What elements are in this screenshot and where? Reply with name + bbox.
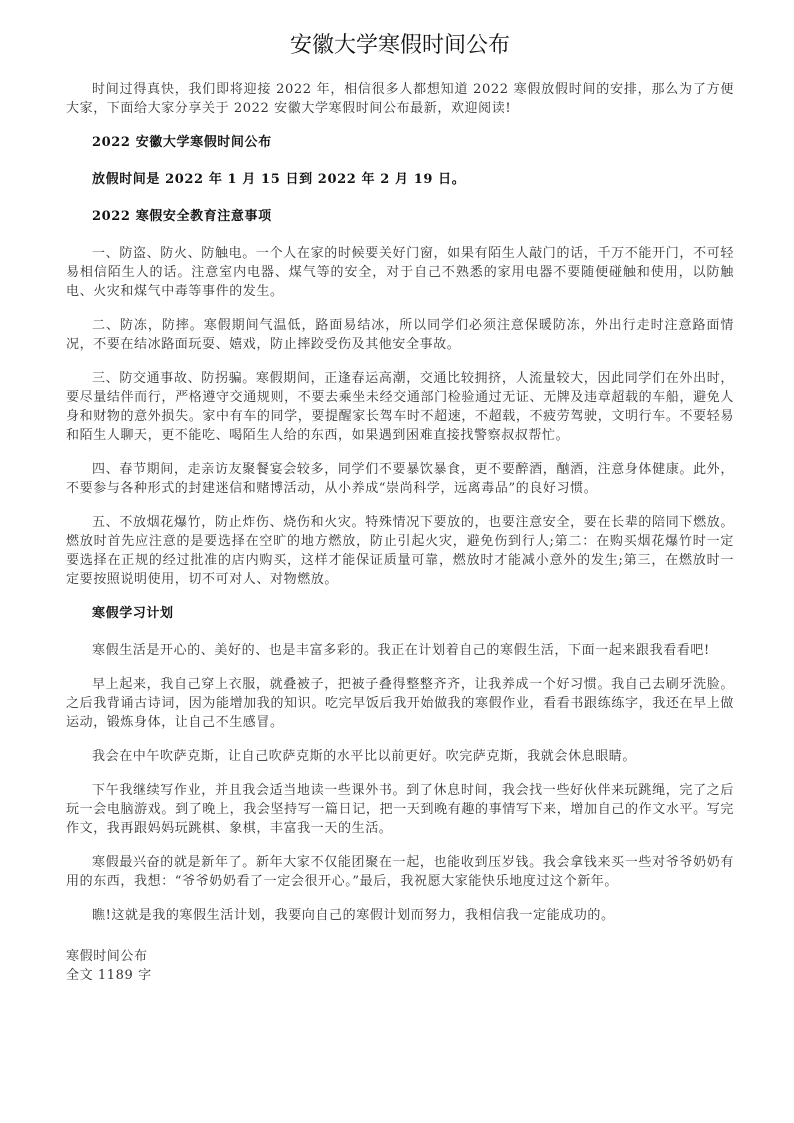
word-count: 全文 1189 字 — [66, 968, 152, 983]
safety-paragraph: 四、春节期间，走亲访友聚餐宴会较多，同学们不要暴饮暴食，更不要醉酒，酗酒，注意身体健康。此外，不要参与各种形式的封建迷信和赌博活动，从小养成“崇尚科学，远离毒品”的良好习惯。 — [66, 462, 734, 496]
section-heading-safety: 2022 寒假安全教育注意事项 — [92, 209, 272, 224]
document-page — [66, 30, 734, 985]
footer-tag: 寒假时间公布 — [66, 949, 148, 964]
section-heading-plan: 寒假学习计划 — [92, 606, 174, 621]
plan-paragraph: 寒假生活是开心的、美好的、也是丰富多彩的。我正在计划着自己的寒假生活，下面一起来跟我看看吧! — [92, 643, 710, 658]
plan-paragraph: 寒假最兴奋的就是新年了。新年大家不仅能团聚在一起，也能收到压岁钱。我会拿钱来买一些对爷爷奶奶有用的东西，我想：“爷爷奶奶看了一定会很开心。”最后，我祝愿大家能快乐地度过这个新年。 — [66, 855, 734, 889]
plan-paragraph: 下午我继续写作业，并且我会适当地读一些课外书。到了休息时间，我会找一些好伙伴来玩跳绳，完了之后玩一会电脑游戏。到了晚上，我会坚持写一篇日记，把一天到晚有趣的事情写下来，增加自己的作文水平。写完作文，我再跟妈妈玩跳棋、象棋，丰富我一天的生活。 — [66, 783, 734, 836]
intro-paragraph: 时间过得真快，我们即将迎接 2022 年，相信很多人都想知道 2022 寒假放假时间的安排，那么为了方便大家，下面给大家分享关于 2022 安徽大学寒假时间公布最新，欢迎阅读! — [66, 82, 734, 116]
safety-paragraph: 一、防盗、防火、防触电。一个人在家的时候要关好门窗，如果有陌生人敲门的话，千万不能开门，不可轻易相信陌生人的话。注意室内电器、煤气等的安全，对于自己不熟悉的家用电器不要随便碰触和使用，以防触电、火灾和煤气中毒等事件的发生。 — [66, 246, 734, 299]
safety-paragraph: 五、不放烟花爆竹，防止炸伤、烧伤和火灾。特殊情况下要放的，也要注意安全，要在长辈的陪同下燃放。燃放时首先应注意的是要选择在空旷的地方燃放，防止引起火灾，避免伤到行人;第二：在购买烟花爆竹时一定要选择在正规的经过批准的店内购买，这样才能保证质量可靠，燃放时才能减小意外的发生;第三，在燃放时一定要按照说明使用，切不可对人、对物燃放。 — [66, 515, 734, 587]
plan-paragraph: 瞧!这就是我的寒假生活计划，我要向自己的寒假计划而努力，我相信我一定能成功的。 — [92, 908, 615, 923]
document-title: 安徽大学寒假时间公布 — [289, 33, 510, 58]
plan-paragraph: 早上起来，我自己穿上衣服，就叠被子，把被子叠得整整齐齐，让我养成一个好习惯。我自己去刷牙洗脸。之后我背诵古诗词，因为能增加我的知识。吃完早饭后我开始做我的寒假作业，看看书跟练练字，我还在早上做运动，锻炼身体，让自己不生感冒。 — [66, 677, 734, 730]
section-heading-announcement: 2022 安徽大学寒假时间公布 — [92, 135, 272, 150]
document-footer — [66, 947, 734, 985]
holiday-dates: 放假时间是 2022 年 1 月 15 日到 2022 年 2 月 19 日。 — [92, 172, 466, 187]
safety-paragraph: 二、防冻，防摔。寒假期间气温低，路面易结冰，所以同学们必须注意保暖防冻，外出行走时注意路面情况，不要在结冰路面玩耍、嬉戏，防止摔跤受伤及其他安全事故。 — [66, 318, 734, 352]
safety-paragraph: 三、防交通事故、防拐骗。寒假期间，正逢春运高潮，交通比较拥挤，人流量较大，因此同学们在外出时，要尽量结伴而行，严格遵守交通规则，不要去乘坐未经交通部门检验通过无证、无牌及违章超载的车船，避免人身和财物的意外损失。家中有车的同学，要提醒家长驾车时不超速，不超载，不疲劳驾驶，文明行车。不要轻易和陌生人聊天，更不能吃、喝陌生人给的东西，如果遇到困难直接找警察叔叔帮忙。 — [66, 371, 734, 443]
plan-paragraph: 我会在中午吹萨克斯，让自己吹萨克斯的水平比以前更好。吹完萨克斯，我就会休息眼睛。 — [92, 749, 637, 764]
